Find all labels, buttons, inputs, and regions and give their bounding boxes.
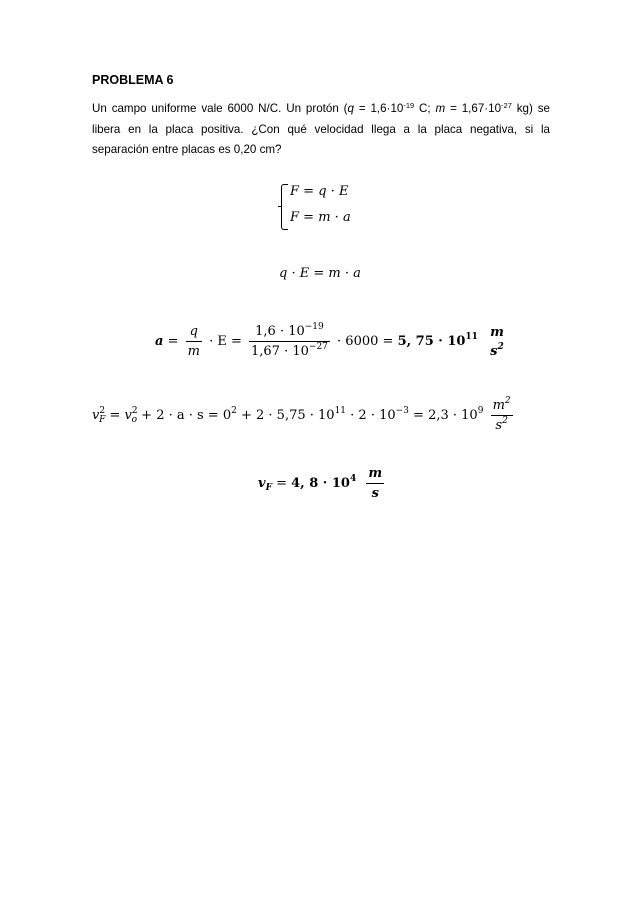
statement-line-2: libera en la placa positiva. ¿Con qué velocidad llega a la placa negativa, si la: [92, 122, 550, 136]
final-velocity-unit: $\frac{m}{s}$: [368, 466, 383, 501]
system-eq-2: F = m · a: [290, 210, 351, 225]
force-equality: q · E = m · a: [279, 266, 361, 281]
final-velocity-equation: $v_F = 4$, $8 \cdot 10^4$ $\frac{m}{s}$: [258, 466, 383, 501]
acceleration-equation: a = $\frac{q}{m}$ · E = $\frac{1,6 \cdot 10^{-19}}{1,67 \cdot 10^{-27}}$ · 6000 = 5, $75 \cdot 10^{11}$ m $s^2$: [155, 322, 504, 359]
charge-over-mass-fraction: $\frac{1,6 \cdot 10^{-19}}{1,67 \cdot 10^{-27}}$: [251, 322, 328, 359]
velocity-unit: $\frac{m^2}{s^2}$: [492, 396, 511, 433]
statement-line-3: separación entre placas es 0,20 cm?: [92, 143, 282, 156]
final-velocity-value: 4, $8 \cdot 10^4$: [291, 474, 357, 491]
velocity-squared-equation: $v^2_F = v^2_o + 2 \cdot a \cdot s = 0^2 + 2 \cdot 5,75 \cdot 10^{11} \cdot 2 \cdot 10^{-3} = 2,3 \cdot 10^9$ $\frac{m^2}{s^2}$: [92, 396, 511, 433]
q-over-m-fraction: $\frac{q}{m}$: [187, 324, 200, 359]
statement-line-1: Un campo uniforme vale 6000 N/C. Un protón ($q = 1,6\cdot 10^{-19}$ C; $m = 1,67\cdot 10^{-27}$ kg) se: [92, 101, 550, 115]
problem-statement: [92, 99, 550, 161]
problem-title: PROBLEMA 6: [92, 73, 174, 87]
system-eq-1: F = q · E: [290, 184, 349, 199]
acceleration-unit: m $s^2$: [490, 324, 504, 359]
acceleration-result: 5, $75 \cdot 10^{11}$: [397, 332, 478, 349]
system-brace: [281, 184, 288, 230]
